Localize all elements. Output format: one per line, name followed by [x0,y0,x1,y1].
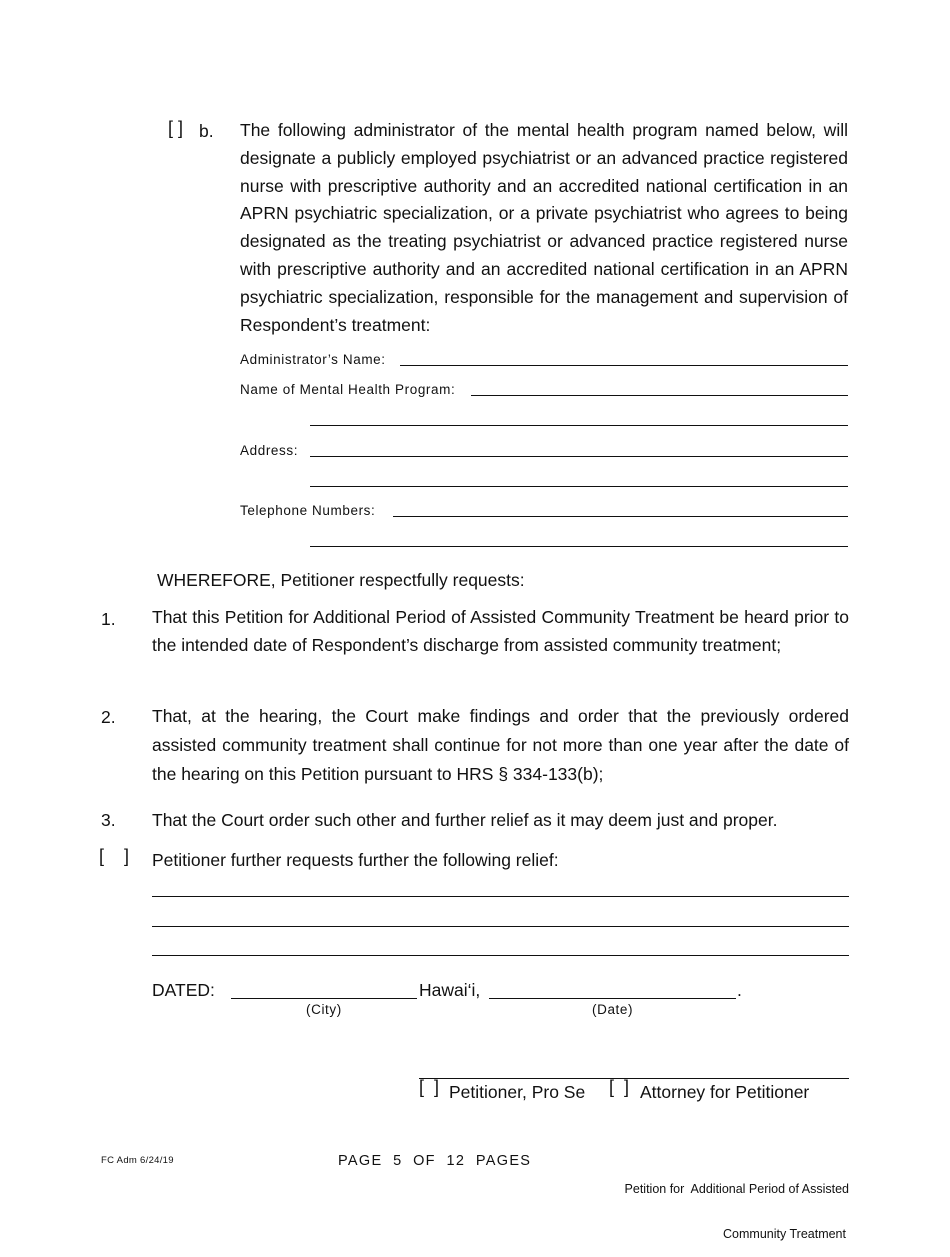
attorney-checkbox[interactable]: [ ] [609,1077,630,1097]
footer-title-line2: Community Treatment [723,1227,846,1241]
further-relief-line-2[interactable] [152,926,849,927]
program-name-field-line2[interactable] [310,425,848,426]
further-relief-line-1[interactable] [152,896,849,897]
address-label: Address: [240,443,299,458]
request-1-number: 1. [101,609,116,629]
wherefore-text: WHEREFORE, Petitioner respectfully requests: [157,570,525,590]
request-3-number: 3. [101,810,116,830]
request-3-text: That the Court order such other and further relief as it may deem just and proper. [152,810,778,830]
admin-name-field[interactable] [400,365,848,366]
footer-title-line1: Petition for Additional Period of Assisted [624,1182,849,1196]
telephone-field[interactable] [393,516,848,517]
telephone-label: Telephone Numbers: [240,503,376,518]
city-field[interactable] [231,998,417,999]
further-relief-checkbox[interactable]: [ ] [99,846,130,866]
address-field-line2[interactable] [310,486,848,487]
dated-label: DATED: [152,980,215,1000]
request-2-text: That, at the hearing, the Court make findings and order that the previously ordered assisted community treatment shall continue for not more than one year after the date of the hearing on this Petition pursuant to HRS § 334-133(b); [152,706,849,784]
request-1-text: That this Petition for Additional Period of Assisted Community Treatment be heard prior to the intended date of Respondent’s discharge from assisted community treatment; [152,607,849,655]
page-number: PAGE 5 OF 12 PAGES [338,1153,532,1169]
program-name-field[interactable] [471,395,848,396]
section-b-text: The following administrator of the mental health program named below, will designate a publicly employed psychiatrist or an advanced practice registered nurse with prescriptive authority and an accredited national certification in an APRN psychiatric specialization, or a private psychiatrist who agrees to being designated as the treating psychiatrist or advanced practice registered nurse with prescriptive authority and an accredited national certification in an APRN psychiatric specialization, responsible for the management and supervision of Respondent’s treatment: [240,120,848,335]
state-label: Hawai‘i, [419,980,481,1000]
attorney-label: Attorney for Petitioner [640,1082,810,1102]
city-caption: (City) [306,1002,342,1017]
further-relief-line-3[interactable] [152,955,849,956]
pro-se-label: Petitioner, Pro Se [449,1082,586,1102]
date-field[interactable] [489,998,736,999]
telephone-field-line2[interactable] [310,546,848,547]
further-relief-text: Petitioner further requests further the following relief: [152,850,559,870]
program-name-label: Name of Mental Health Program: [240,382,456,397]
section-b-checkbox[interactable]: [ ] [168,118,184,138]
request-2-number: 2. [101,707,116,727]
admin-name-label: Administrator’s Name: [240,352,386,367]
footer-title [625,1152,849,1257]
section-b-label: b. [199,121,214,141]
address-field[interactable] [310,456,848,457]
signature-line[interactable] [419,1078,849,1079]
date-caption: (Date) [592,1002,634,1017]
pro-se-checkbox[interactable]: [ ] [419,1077,440,1097]
form-id: FC Adm 6/24/19 [101,1155,174,1166]
dated-period: . [737,980,742,1000]
